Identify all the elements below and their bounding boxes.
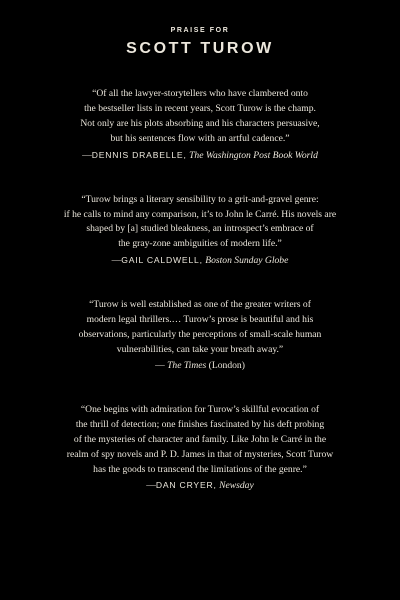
author-name: SCOTT TUROW	[126, 40, 274, 57]
reviewer-name: DENNIS DRABELLE,	[91, 149, 187, 160]
publication-suffix: (London)	[206, 359, 245, 371]
quote-line: “Of all the lawyer-storytellers who have clambered onto	[92, 88, 308, 99]
attribution	[0, 253, 400, 268]
quote-line: vulnerabilities, can take your breath away.”	[116, 343, 284, 355]
attribution-dash: —	[155, 359, 168, 371]
praise-header	[0, 0, 400, 58]
quote-line: observations, particularly the perceptions of small-scale human	[78, 329, 322, 341]
reviewer-name: GAIL CALDWELL,	[121, 255, 203, 266]
publication-name: Boston Sunday Globe	[205, 255, 289, 267]
attribution-dash: —	[82, 149, 92, 161]
attribution-dash: —	[111, 255, 122, 267]
attribution	[0, 478, 400, 493]
quote-line: modern legal thrillers.… Turow’s prose is beautiful and his	[86, 314, 314, 326]
reviewer-name: DAN CRYER,	[155, 480, 217, 491]
quote-line: realm of spy novels and P. D. James in that of mysteries, Scott Turow	[66, 448, 334, 460]
quote-line: shaped by [a] studied bleakness, an introspect’s embrace of	[86, 223, 314, 235]
quote-line: but his sentences flow with an artful cadence.”	[110, 132, 290, 144]
attribution	[0, 359, 400, 373]
blurb-washington-post	[0, 87, 400, 163]
publication-name: The Times	[167, 359, 207, 371]
publication-name: Newsday	[219, 480, 254, 492]
blurb-boston-globe	[0, 193, 400, 269]
praise-kicker: PRAISE FOR	[170, 27, 230, 34]
attribution	[0, 148, 400, 163]
quote-line: has the goods to transcend the limitations of the genre.”	[93, 463, 307, 475]
quote-line: “Turow brings a literary sensibility to a grit-and-gravel genre:	[81, 193, 319, 205]
blurb-the-times	[0, 298, 400, 373]
quote-line: of the mysteries of character and family. Like John le Carré in the	[73, 433, 327, 445]
quote-line: the thrill of detection; one finishes fascinated by his deft probing	[75, 418, 325, 430]
quote-line: if he calls to mind any comparison, it’s to John le Carré. His novels are	[63, 208, 337, 220]
quote-line: the bestseller lists in recent years, Scott Turow is the champ.	[84, 102, 316, 114]
quote-line: “Turow is well established as one of the greater writers of	[89, 299, 311, 311]
quote-line: the gray-zone ambiguities of modern life.”	[118, 238, 282, 250]
publication-name: The Washington Post Book World	[189, 149, 318, 161]
attribution-dash: —	[146, 480, 156, 492]
quote-line: “One begins with admiration for Turow’s skillful evocation of	[80, 403, 320, 415]
quote-line: Not only are his plots absorbing and his characters persuasive,	[80, 117, 320, 129]
blurb-newsday	[0, 403, 400, 494]
blurb-list	[0, 87, 400, 493]
